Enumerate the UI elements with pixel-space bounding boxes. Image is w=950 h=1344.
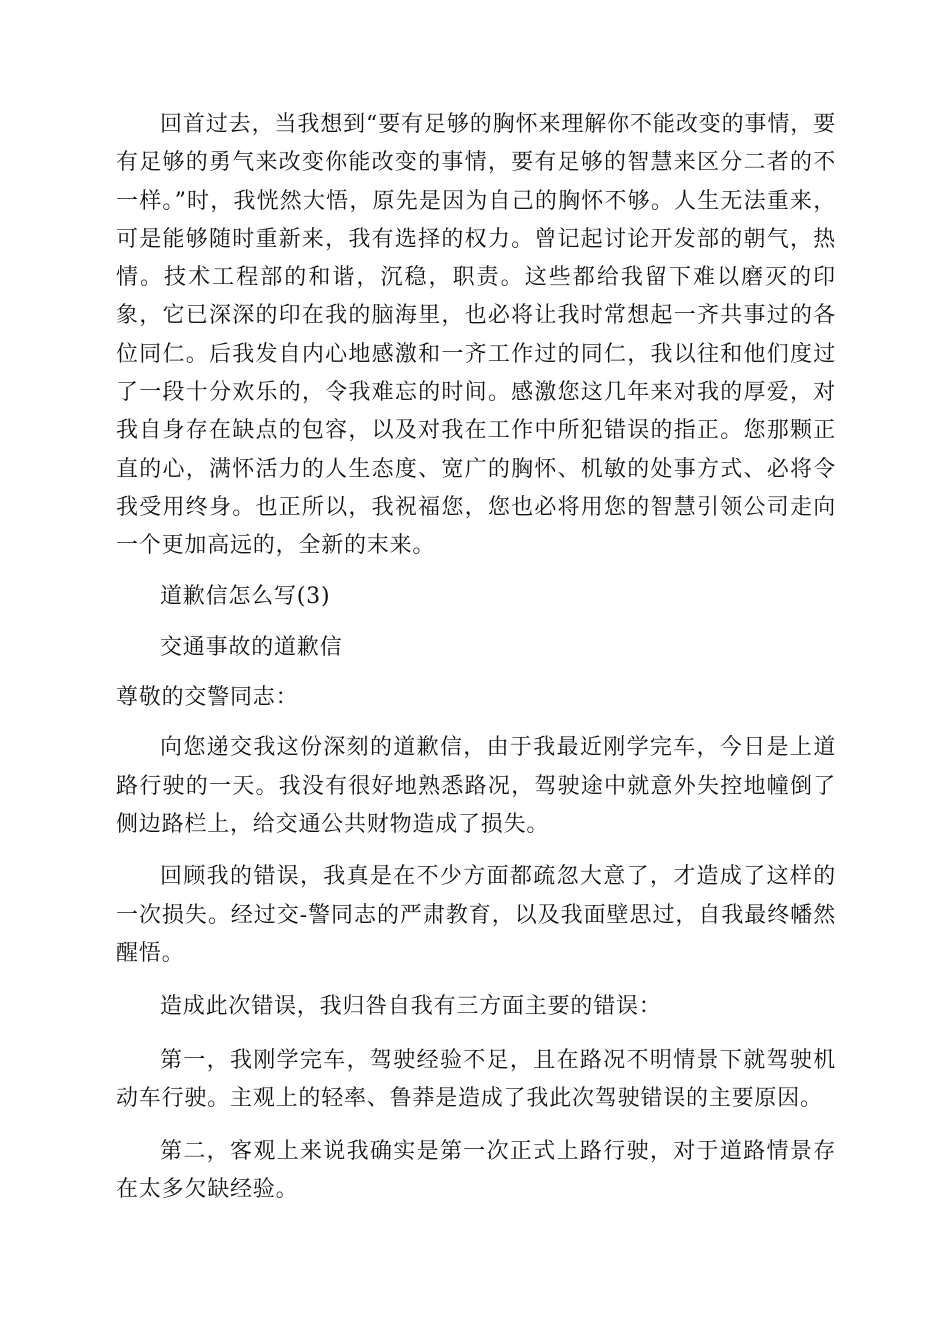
paragraph-causes-intro: 造成此次错误，我归咎自我有三方面主要的错误：	[160, 994, 662, 1020]
letter-title: 交通事故的道歉信	[160, 634, 343, 660]
paragraph-reflection: 回首过去，当我想到“要有足够的胸怀来理解你不能改变的事情，要有足够的勇气来改变你能改变的事情，要有足够的智慧来区分二者的不一样。”时，我恍然大悟，原先是因为自己的胸怀不够。人生无法重来，可是能够随时重新来，我有选择的权力。曾记起讨论开发部的朝气，热情。技术工程部的和谐，沉稳，职责。这些都给我留下难以磨灭的印象，它已深深的印在我的脑海里，也必将让我时常想起一齐共事过的各位同仁。后我发自内心地感激和一齐工作过的同仁，我以往和他们度过了一段十分欢乐的，令我难忘的时间。感激您这几年来对我的厚爱，对我自身存在缺点的包容，以及对我在工作中所犯错误的指正。您那颗正直的心，满怀活力的人生态度、宽广的胸怀、机敏的处事方式、必将令我受用终身。也正所以，我祝福您，您也必将用您的智慧引领公司走向一个更加高远的，全新的末来。	[116, 112, 836, 559]
paragraph-cause-one: 第一，我刚学完车，驾驶经验不足，且在路况不明情景下就驾驶机动车行驶。主观上的轻率、鲁莽是造成了我此次驾驶错误的主要原因。	[116, 1047, 836, 1111]
paragraph-apology: 向您递交我这份深刻的道歉信，由于我最近刚学完车，今日是上道路行驶的一天。我没有很好地熟悉路况，驾驶途中就意外失控地幢倒了侧边路栏上，给交通公共财物造成了损失。	[116, 735, 836, 838]
letter-salutation: 尊敬的交警同志：	[116, 685, 299, 711]
section-heading: 道歉信怎么写(3)	[160, 583, 331, 609]
paragraph-cause-two: 第二，客观上来说我确实是第一次正式上路行驶，对于道路情景存在太多欠缺经验。	[116, 1139, 836, 1203]
document-body	[116, 106, 836, 1210]
paragraph-review: 回顾我的错误，我真是在不少方面都疏忽大意了，才造成了这样的一次损失。经过交-警同志的严肃教育，以及我面壁思过，自我最终幡然醒悟。	[116, 864, 836, 966]
